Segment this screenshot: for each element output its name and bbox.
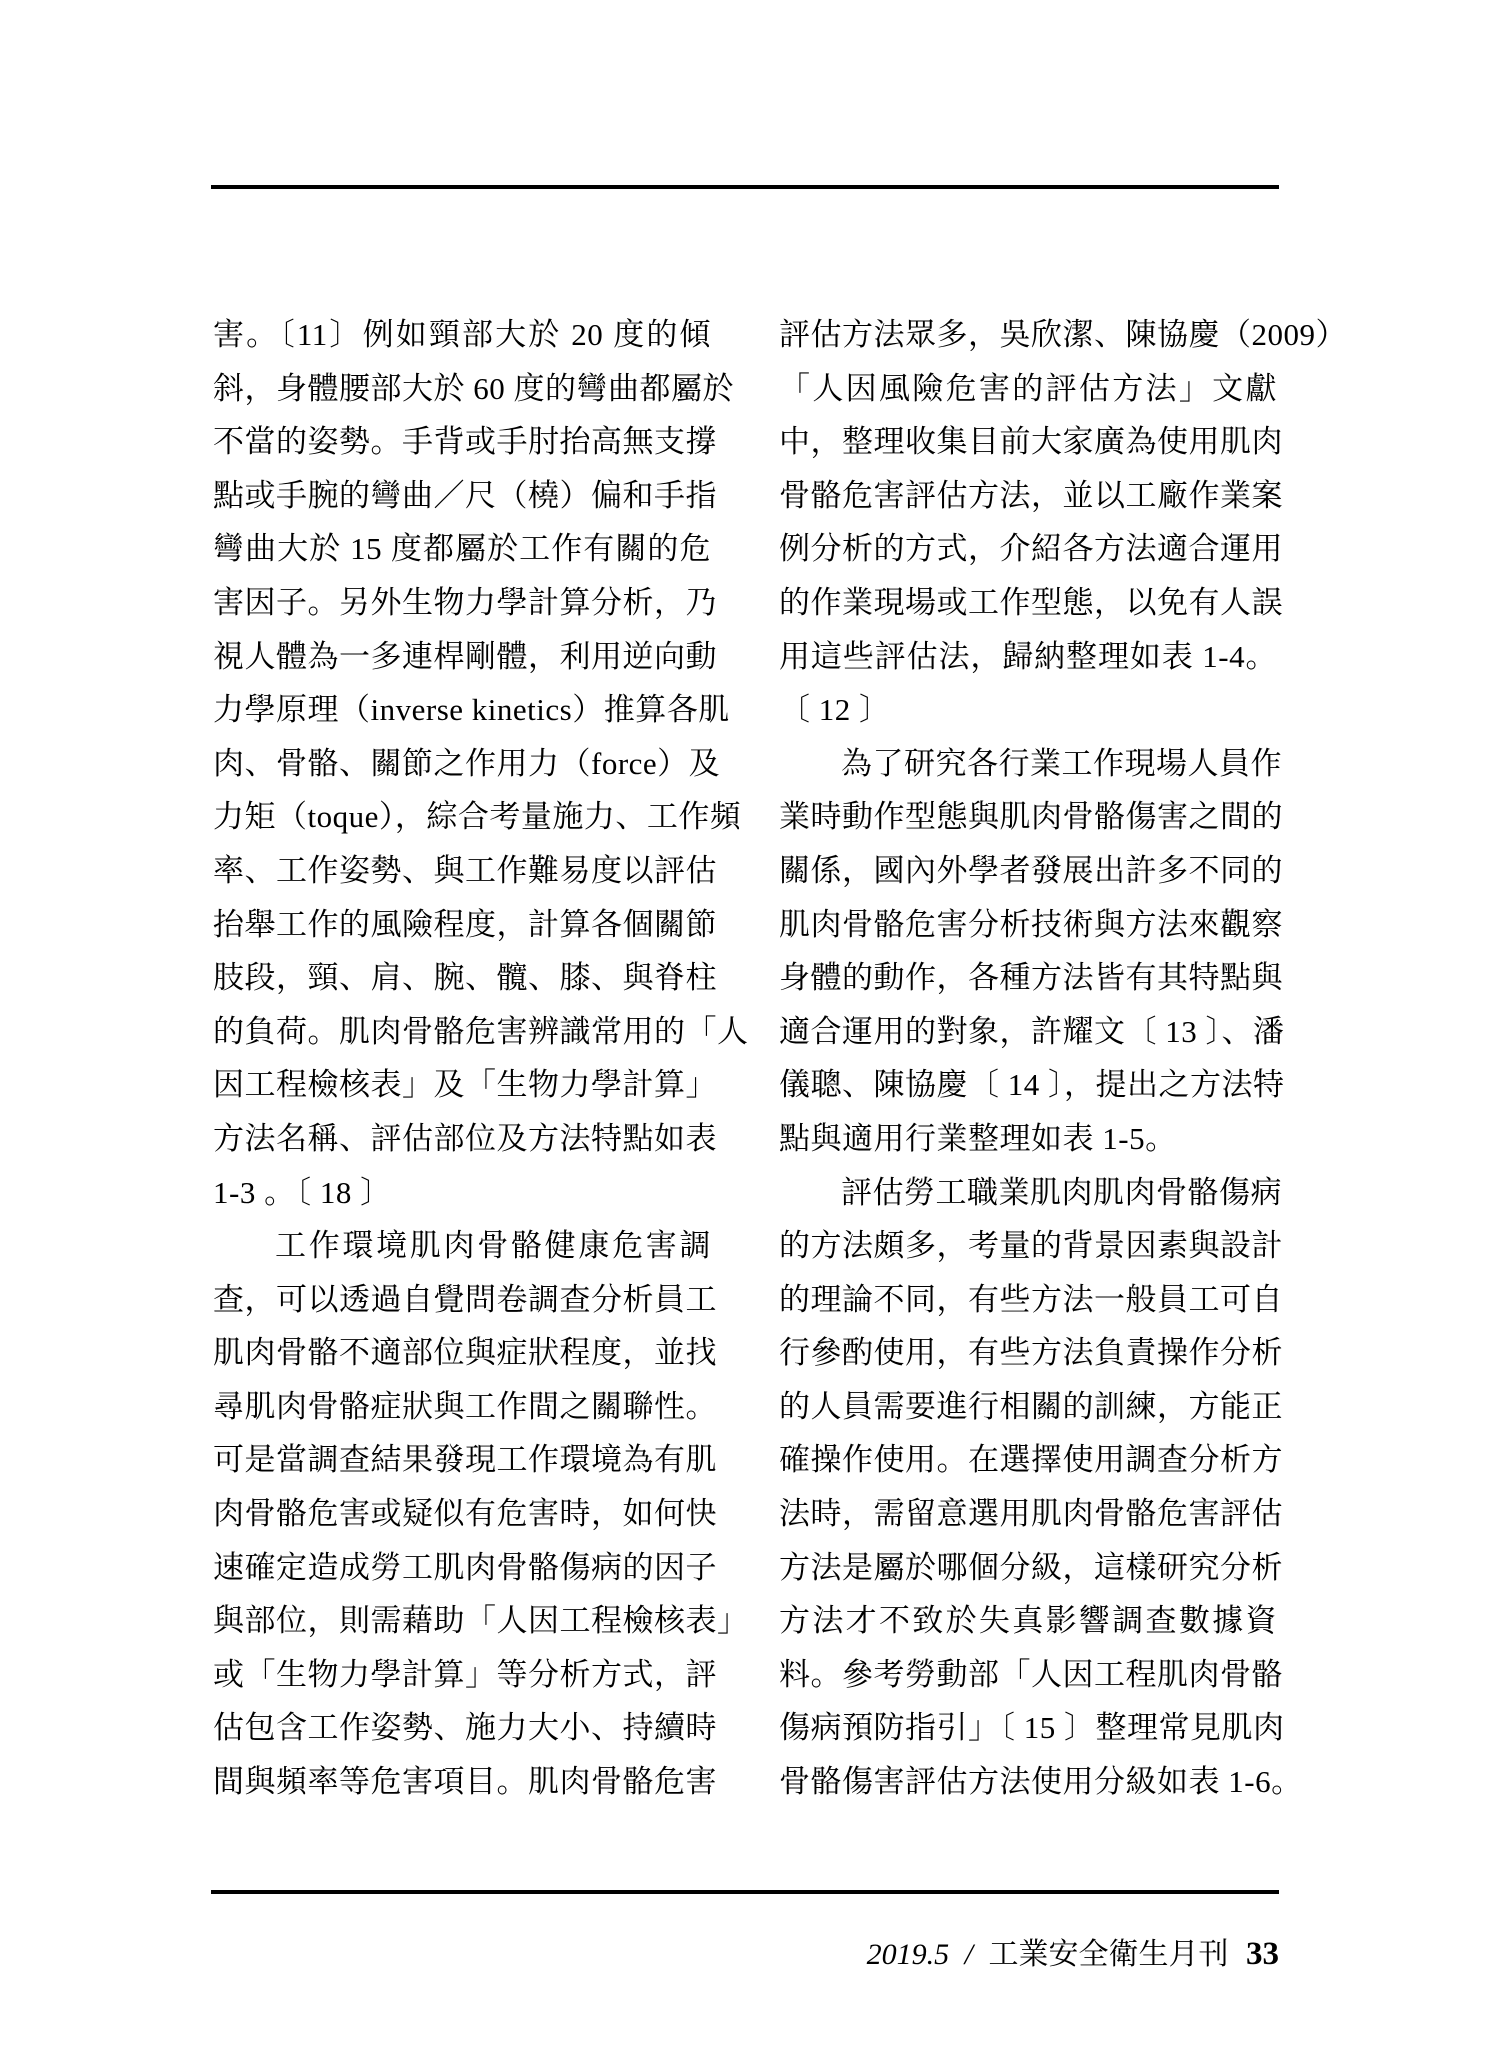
text-line: 肌肉骨骼不適部位與症狀程度，並找: [213, 1335, 717, 1371]
text-line: 適合運用的對象，許耀文〔 13 〕、潘: [779, 1013, 1285, 1049]
text-line: 用這些評估法，歸納整理如表 1-4。: [779, 638, 1277, 674]
text-line: 確操作使用。在選擇使用調查分析方: [779, 1442, 1283, 1478]
text-line: 尋肌肉骨骼症狀與工作間之關聯性。: [213, 1388, 717, 1424]
text-line: 傷病預防指引」〔 15 〕整理常見肌肉: [779, 1710, 1285, 1746]
text-line: 例分析的方式，介紹各方法適合運用: [779, 531, 1283, 567]
text-line: 的負荷。肌肉骨骼危害辨識常用的「人: [213, 1013, 749, 1049]
text-line: 或「生物力學計算」等分析方式，評: [213, 1656, 717, 1692]
text-line: 間與頻率等危害項目。肌肉骨骼危害: [213, 1764, 717, 1800]
article-body: [213, 308, 1347, 1809]
text-line: 方法才不致於失真影響調查數據資: [779, 1603, 1277, 1639]
text-line: 為了研究各行業工作現場人員作: [841, 745, 1282, 781]
text-line: 肌肉骨骼危害分析技術與方法來觀察: [779, 906, 1283, 942]
text-line: 「人因風險危害的評估方法」文獻: [779, 370, 1277, 406]
footer-page-number: 33: [1246, 1936, 1279, 1972]
text-line: 與部位，則需藉助「人因工程檢核表」: [213, 1603, 749, 1639]
text-line: 方法是屬於哪個分級，這樣研究分析: [779, 1549, 1283, 1585]
text-line: 估包含工作姿勢、施力大小、持續時: [213, 1710, 717, 1746]
text-line: 骨骼傷害評估方法使用分級如表 1-6。: [779, 1764, 1303, 1800]
text-line: 工作環境肌肉骨骼健康危害調: [275, 1228, 711, 1264]
text-line: 的理論不同，有些方法一般員工可自: [779, 1281, 1283, 1317]
text-line: 料。參考勞動部「人因工程肌肉骨骼: [779, 1656, 1283, 1692]
right-text-column: [779, 308, 1347, 1809]
left-text-column: [213, 308, 749, 1809]
text-line: 業時動作型態與肌肉骨骼傷害之間的: [779, 799, 1283, 835]
text-line: 點與適用行業整理如表 1-5。: [779, 1120, 1177, 1156]
text-line: 評估勞工職業肌肉肌肉骨骼傷病: [841, 1174, 1282, 1210]
text-line: 不當的姿勢。手背或手肘抬高無支撐: [213, 424, 717, 460]
text-line: 方法名稱、評估部位及方法特點如表: [213, 1120, 717, 1156]
text-line: 因工程檢核表」及「生物力學計算」: [213, 1067, 717, 1103]
text-line: 的作業現場或工作型態，以免有人誤: [779, 584, 1283, 620]
text-line: 關係，國內外學者發展出許多不同的: [779, 852, 1283, 888]
text-line: 速確定造成勞工肌肉骨骼傷病的因子: [213, 1549, 717, 1585]
text-line: 抬舉工作的風險程度，計算各個關節: [213, 906, 717, 942]
text-line: 彎曲大於 15 度都屬於工作有關的危: [213, 531, 711, 567]
bottom-rule-divider: [211, 1890, 1279, 1894]
page-footer: [867, 1936, 1279, 1973]
text-line: 骨骼危害評估方法，並以工廠作業案: [779, 477, 1283, 513]
text-line: 儀聰、陳協慶〔 14 〕，提出之方法特: [779, 1067, 1285, 1103]
text-line: 的方法頗多，考量的背景因素與設計: [779, 1228, 1283, 1264]
footer-journal-title: 工業安全衛生月刊: [988, 1938, 1229, 1971]
text-line: 查，可以透過自覺問卷調查分析員工: [213, 1281, 717, 1317]
text-line: 的人員需要進行相關的訓練，方能正: [779, 1388, 1283, 1424]
text-line: 〔 12 〕: [779, 692, 891, 728]
text-line: 害。〔11〕例如頸部大於 20 度的傾: [213, 317, 711, 352]
text-line: 中，整理收集目前大家廣為使用肌肉: [779, 424, 1283, 460]
text-line: 視人體為一多連桿剛體，利用逆向動: [213, 638, 717, 674]
text-line: 可是當調查結果發現工作環境為有肌: [213, 1442, 717, 1478]
text-line: 點或手腕的彎曲／尺（橈）偏和手指: [213, 477, 717, 513]
footer-issue-date: 2019.5: [866, 1938, 950, 1971]
text-line: 1-3 。〔 18 〕: [213, 1174, 392, 1210]
text-line: 肢段，頸、肩、腕、髖、膝、與脊柱: [213, 960, 717, 996]
text-line: 行參酌使用，有些方法負責操作分析: [779, 1335, 1283, 1371]
text-line: 害因子。另外生物力學計算分析，乃: [213, 584, 717, 620]
footer-separator: /: [964, 1938, 973, 1971]
top-rule-divider: [211, 185, 1279, 189]
text-line: 率、工作姿勢、與工作難易度以評估: [213, 852, 717, 888]
text-line: 力學原理（inverse kinetics）推算各肌: [213, 692, 730, 728]
text-line: 評估方法眾多，吳欣潔、陳協慶（2009）: [779, 317, 1347, 352]
text-line: 肉骨骼危害或疑似有危害時，如何快: [213, 1496, 717, 1532]
text-line: 斜，身體腰部大於 60 度的彎曲都屬於: [213, 370, 734, 406]
text-line: 法時，需留意選用肌肉骨骼危害評估: [779, 1496, 1283, 1532]
text-line: 肉、骨骼、關節之作用力（force）及: [213, 745, 721, 781]
text-line: 力矩（toque），綜合考量施力、工作頻: [213, 799, 742, 835]
text-line: 身體的動作，各種方法皆有其特點與: [779, 960, 1283, 996]
